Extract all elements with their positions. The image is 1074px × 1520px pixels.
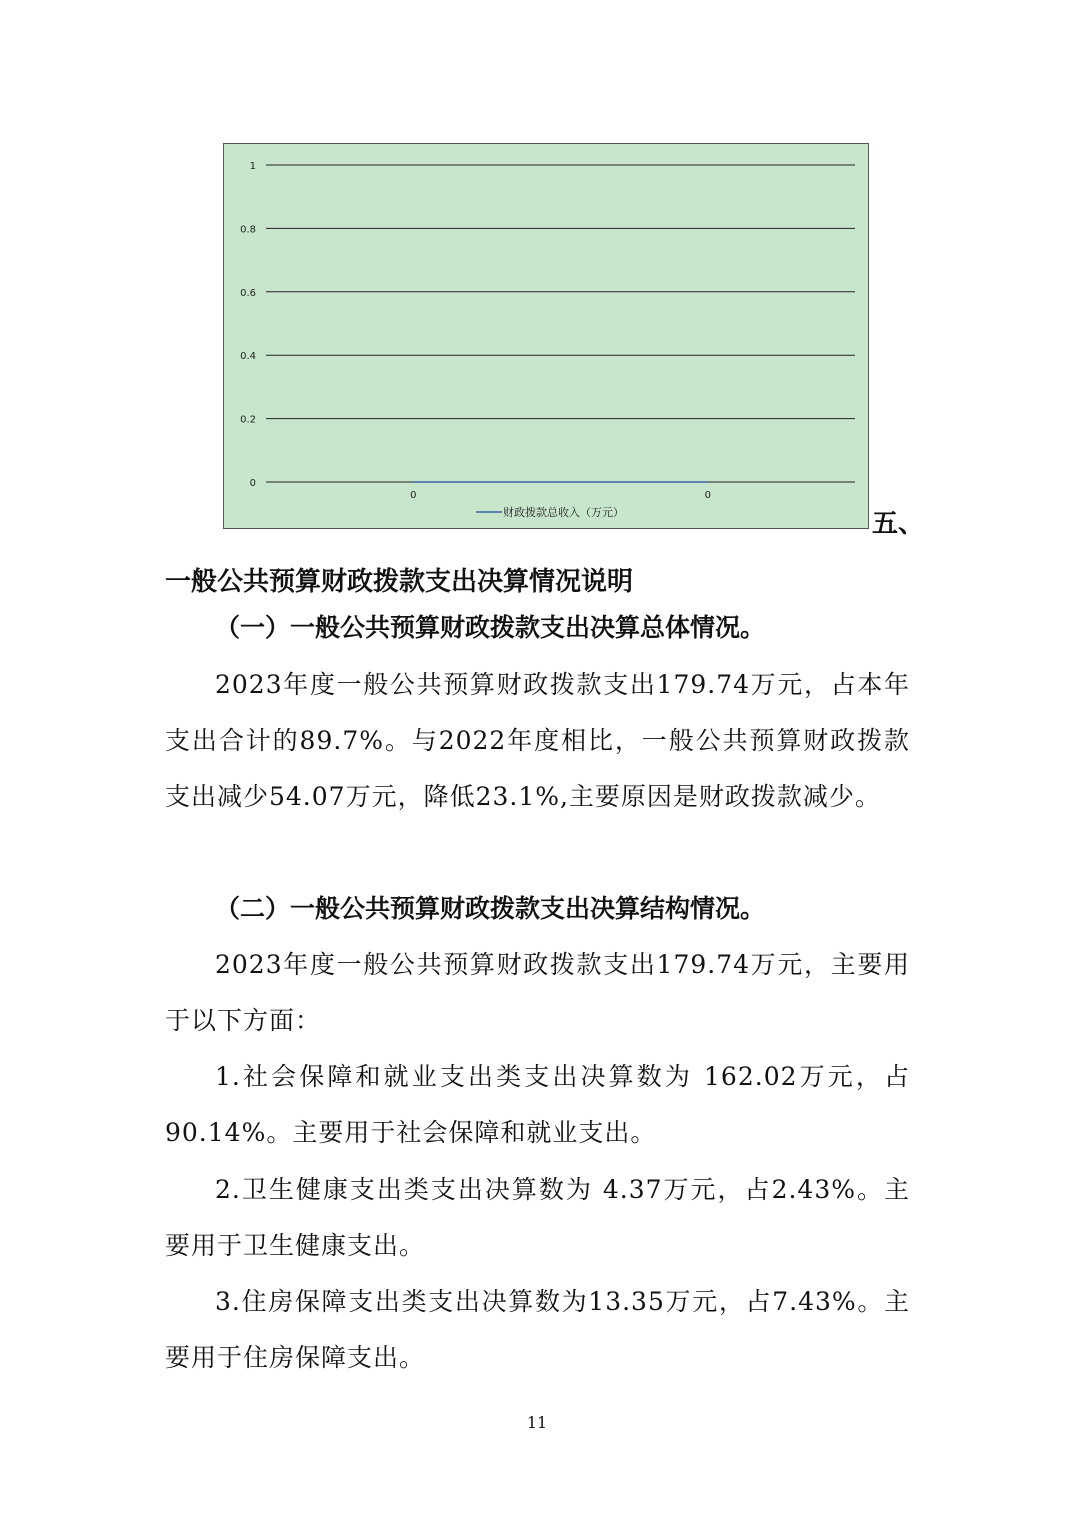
- legend-label: 财政拨款总收入（万元）: [503, 506, 624, 519]
- y-tick-label: 0.4: [240, 351, 256, 363]
- list-item-health: 2.卫生健康支出类支出决算数为 4.37万元，占2.43%。主要用于卫生健康支出。: [165, 1175, 910, 1260]
- list-item-social-security: 1.社会保障和就业支出类支出决算数为 162.02万元，占90.14%。主要用于社会保障和就业支出。: [165, 1062, 910, 1147]
- chart-canvas: [224, 144, 870, 530]
- list-item-housing: 3.住房保障支出类支出决算数为13.35万元，占7.43%。主要用于住房保障支出。: [165, 1287, 910, 1372]
- section-number: 五、: [872, 509, 925, 539]
- x-tick-label: 0: [704, 490, 711, 501]
- y-tick-label: 1: [249, 161, 256, 172]
- x-tick-label: 0: [410, 490, 417, 501]
- subsection-2-intro: 2023年度一般公共预算财政拨款支出179.74万元，主要用于以下方面：: [165, 950, 910, 1035]
- subsection-1-title: （一）一般公共预算财政拨款支出决算总体情况。: [215, 613, 766, 642]
- y-tick-label: 0.8: [240, 224, 256, 236]
- subsection-1-body: 2023年度一般公共预算财政拨款支出179.74万元，占本年支出合计的89.7%。与2022年度相比，一般公共预算财政拨款支出减少54.07万元，降低23.1%,主要原因是财政拨款减少。: [165, 670, 910, 811]
- y-tick-label: 0.2: [240, 414, 256, 426]
- y-tick-label: 0: [249, 478, 256, 489]
- section-heading: 一般公共预算财政拨款支出决算情况说明: [165, 567, 634, 597]
- y-tick-label: 0.6: [240, 287, 256, 299]
- income-chart: [223, 143, 869, 529]
- subsection-2-title: （二）一般公共预算财政拨款支出决算结构情况。: [215, 894, 766, 923]
- page-number: 11: [526, 1413, 548, 1432]
